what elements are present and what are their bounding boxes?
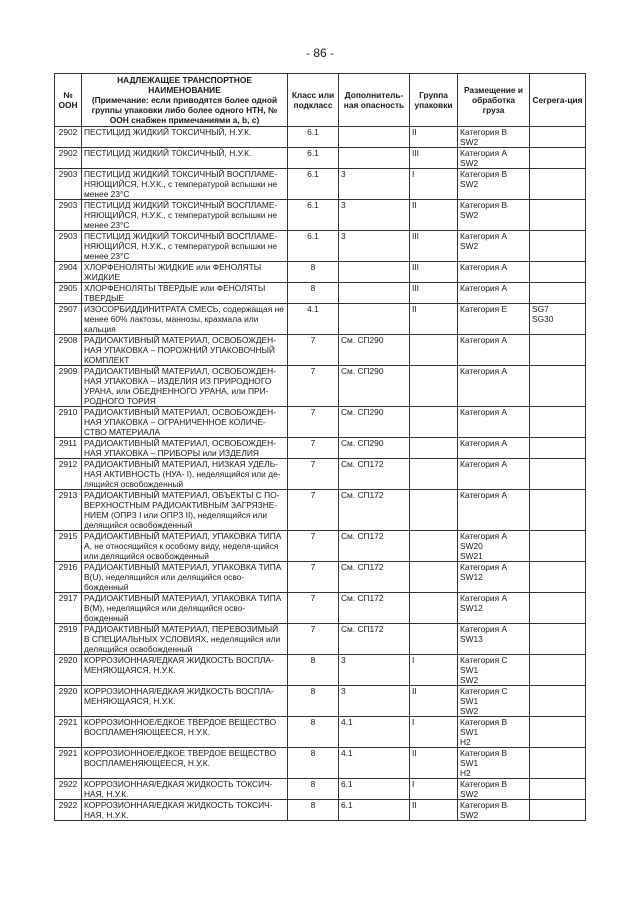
cell-class: 7 <box>288 459 339 490</box>
cell-un-number: 2907 <box>55 304 82 335</box>
cell-stowage: Категория В SW2 <box>458 127 530 148</box>
cell-shipping-name: КОРРОЗИОННАЯ/ЕДКАЯ ЖИДКОСТЬ ТОКСИЧ-НАЯ, Н.У.К. <box>82 779 288 800</box>
cell-subsidiary-risk: См. СП172 <box>339 624 410 655</box>
table-row <box>55 779 586 800</box>
cell-packing-group <box>410 490 458 531</box>
cell-packing-group <box>410 562 458 593</box>
table-row <box>55 717 586 748</box>
cell-un-number: 2903 <box>55 231 82 262</box>
table-header-row <box>55 74 586 127</box>
cell-segregation <box>530 717 586 748</box>
table-row <box>55 686 586 717</box>
cell-un-number: 2919 <box>55 624 82 655</box>
cell-stowage: Категория В SW2 <box>458 800 530 821</box>
cell-un-number: 2910 <box>55 407 82 438</box>
cell-class: 6.1 <box>288 169 339 200</box>
cell-shipping-name: ПЕСТИЦИД ЖИДКИЙ ТОКСИЧНЫЙ ВОСПЛАМЕ-НЯЮЩИЙСЯ, Н.У.К., с температурой вспышки не менее 23°С <box>82 231 288 262</box>
cell-stowage: Категория А <box>458 490 530 531</box>
cell-subsidiary-risk: 3 <box>339 200 410 231</box>
cell-shipping-name: РАДИОАКТИВНЫЙ МАТЕРИАЛ, УПАКОВКА ТИПА А, не относящийся к особому виду, неделя-щийся или делящийся освобожденный <box>82 531 288 562</box>
cell-segregation <box>530 366 586 407</box>
cell-class: 6.1 <box>288 127 339 148</box>
cell-segregation <box>530 531 586 562</box>
table-row <box>55 283 586 304</box>
cell-stowage: Категория С SW1 SW2 <box>458 655 530 686</box>
table-row <box>55 407 586 438</box>
cell-class: 7 <box>288 407 339 438</box>
cell-shipping-name: КОРРОЗИОННОЕ/ЕДКОЕ ТВЕРДОЕ ВЕЩЕСТВО ВОСПЛАМЕНЯЮЩЕЕСЯ, Н.У.К. <box>82 748 288 779</box>
cell-shipping-name: ПЕСТИЦИД ЖИДКИЙ ТОКСИЧНЫЙ, Н.У.К. <box>82 148 288 169</box>
cell-shipping-name: ПЕСТИЦИД ЖИДКИЙ ТОКСИЧНЫЙ ВОСПЛАМЕ-НЯЮЩИЙСЯ, Н.У.К., с температурой вспышки не менее 23°С <box>82 200 288 231</box>
cell-un-number: 2904 <box>55 262 82 283</box>
cell-stowage: Категория А <box>458 283 530 304</box>
cell-segregation <box>530 459 586 490</box>
cell-stowage: Категория А SW12 <box>458 562 530 593</box>
cell-packing-group: II <box>410 800 458 821</box>
cell-un-number: 2908 <box>55 335 82 366</box>
cell-un-number: 2920 <box>55 655 82 686</box>
cell-segregation <box>530 231 586 262</box>
cell-subsidiary-risk: 6.1 <box>339 800 410 821</box>
cell-packing-group <box>410 593 458 624</box>
cell-shipping-name: КОРРОЗИОННАЯ/ЕДКАЯ ЖИДКОСТЬ ВОСПЛА-МЕНЯЮЩАЯСЯ, Н.У.К. <box>82 686 288 717</box>
cell-un-number: 2917 <box>55 593 82 624</box>
cell-segregation <box>530 200 586 231</box>
cell-segregation <box>530 148 586 169</box>
table-row <box>55 490 586 531</box>
cell-subsidiary-risk: См. СП172 <box>339 562 410 593</box>
cell-packing-group: II <box>410 748 458 779</box>
cell-class: 4.1 <box>288 304 339 335</box>
header-segregation: Сегрега-ция <box>530 74 586 127</box>
cell-stowage: Категория А SW2 <box>458 148 530 169</box>
table-row <box>55 200 586 231</box>
table-row <box>55 562 586 593</box>
cell-class: 6.1 <box>288 200 339 231</box>
cell-packing-group <box>410 335 458 366</box>
cell-packing-group <box>410 407 458 438</box>
table-row <box>55 438 586 459</box>
cell-class: 8 <box>288 748 339 779</box>
cell-shipping-name: РАДИОАКТИВНЫЙ МАТЕРИАЛ, ОБЪЕКТЫ С ПО-ВЕРХНОСТНЫМ РАДИОАКТИВНЫМ ЗАГРЯЗНЕ-НИЕМ (ОПРЗ I или ОПРЗ II), неделящийся или делящийся освобожденный <box>82 490 288 531</box>
cell-shipping-name: РАДИОАКТИВНЫЙ МАТЕРИАЛ, ОСВОБОЖДЕН-НАЯ УПАКОВКА – ОГРАНИЧЕННОЕ КОЛИЧЕ-СТВО МАТЕРИАЛА <box>82 407 288 438</box>
cell-subsidiary-risk: См. СП172 <box>339 459 410 490</box>
cell-shipping-name: РАДИОАКТИВНЫЙ МАТЕРИАЛ, НИЗКАЯ УДЕЛЬ-НАЯ АКТИВНОСТЬ (НУА- I), неделящийся или де-лящийся освобожденный <box>82 459 288 490</box>
cell-subsidiary-risk: См. СП172 <box>339 593 410 624</box>
cell-subsidiary-risk <box>339 148 410 169</box>
cell-packing-group: I <box>410 717 458 748</box>
table-row <box>55 366 586 407</box>
cell-stowage: Категория В SW1 H2 <box>458 717 530 748</box>
dangerous-goods-table <box>54 73 586 821</box>
cell-stowage: Категория А SW20 SW21 <box>458 531 530 562</box>
table-row <box>55 231 586 262</box>
table-row <box>55 748 586 779</box>
cell-un-number: 2903 <box>55 200 82 231</box>
cell-stowage: Категория В SW1 H2 <box>458 748 530 779</box>
cell-stowage: Категория А <box>458 459 530 490</box>
cell-packing-group: I <box>410 779 458 800</box>
cell-subsidiary-risk: 6.1 <box>339 779 410 800</box>
cell-subsidiary-risk: 4.1 <box>339 717 410 748</box>
page-number: - 86 - <box>305 46 334 60</box>
cell-subsidiary-risk <box>339 262 410 283</box>
cell-class: 7 <box>288 624 339 655</box>
cell-packing-group <box>410 624 458 655</box>
cell-packing-group <box>410 366 458 407</box>
table-row <box>55 148 586 169</box>
cell-segregation: SG7 SG30 <box>530 304 586 335</box>
cell-segregation <box>530 593 586 624</box>
cell-stowage: Категория А SW13 <box>458 624 530 655</box>
cell-segregation <box>530 438 586 459</box>
cell-stowage: Категория А <box>458 407 530 438</box>
cell-shipping-name: ИЗОСОРБИДДИНИТРАТА СМЕСЬ, содержащая не менее 60% лактозы, маннозы, крахмала или кальция <box>82 304 288 335</box>
cell-class: 7 <box>288 335 339 366</box>
cell-subsidiary-risk: 3 <box>339 655 410 686</box>
cell-un-number: 2909 <box>55 366 82 407</box>
cell-class: 7 <box>288 562 339 593</box>
cell-packing-group: III <box>410 262 458 283</box>
cell-un-number: 2905 <box>55 283 82 304</box>
cell-stowage: Категория А <box>458 438 530 459</box>
cell-stowage: Категория А <box>458 366 530 407</box>
table-row <box>55 304 586 335</box>
cell-shipping-name: ПЕСТИЦИД ЖИДКИЙ ТОКСИЧНЫЙ, Н.У.К. <box>82 127 288 148</box>
cell-subsidiary-risk: См. СП290 <box>339 335 410 366</box>
cell-class: 8 <box>288 655 339 686</box>
cell-stowage: Категория А SW12 <box>458 593 530 624</box>
cell-class: 6.1 <box>288 148 339 169</box>
cell-un-number: 2911 <box>55 438 82 459</box>
cell-un-number: 2921 <box>55 748 82 779</box>
table-row <box>55 593 586 624</box>
table-row <box>55 127 586 148</box>
cell-shipping-name: КОРРОЗИОННОЕ/ЕДКОЕ ТВЕРДОЕ ВЕЩЕСТВО ВОСПЛАМЕНЯЮЩЕЕСЯ, Н.У.К. <box>82 717 288 748</box>
cell-subsidiary-risk: См. СП172 <box>339 490 410 531</box>
cell-packing-group: III <box>410 283 458 304</box>
cell-class: 7 <box>288 593 339 624</box>
table-row <box>55 624 586 655</box>
cell-segregation <box>530 748 586 779</box>
cell-un-number: 2915 <box>55 531 82 562</box>
cell-stowage: Категория В SW2 <box>458 200 530 231</box>
table-row <box>55 655 586 686</box>
header-un-number: № ООН <box>55 74 82 127</box>
cell-subsidiary-risk: 3 <box>339 231 410 262</box>
cell-packing-group: II <box>410 127 458 148</box>
cell-segregation <box>530 779 586 800</box>
cell-un-number: 2903 <box>55 169 82 200</box>
cell-un-number: 2913 <box>55 490 82 531</box>
cell-class: 8 <box>288 800 339 821</box>
cell-class: 8 <box>288 779 339 800</box>
header-packing-group: Группа упаковки <box>410 74 458 127</box>
cell-shipping-name: РАДИОАКТИВНЫЙ МАТЕРИАЛ, ПЕРЕВОЗИМЫЙ В СПЕЦИАЛЬНЫХ УСЛОВИЯХ, неделящийся или делящийся освобожденный <box>82 624 288 655</box>
cell-shipping-name: КОРРОЗИОННАЯ/ЕДКАЯ ЖИДКОСТЬ ТОКСИЧ-НАЯ, Н.У.К. <box>82 800 288 821</box>
cell-un-number: 2922 <box>55 779 82 800</box>
cell-shipping-name: ПЕСТИЦИД ЖИДКИЙ ТОКСИЧНЫЙ ВОСПЛАМЕ-НЯЮЩИЙСЯ, Н.У.К., с температурой вспышки не менее 23°С <box>82 169 288 200</box>
cell-un-number: 2902 <box>55 127 82 148</box>
cell-un-number: 2916 <box>55 562 82 593</box>
cell-class: 7 <box>288 531 339 562</box>
header-subsidiary-risk: Дополнитель-ная опасность <box>339 74 410 127</box>
cell-packing-group: I <box>410 169 458 200</box>
cell-packing-group: II <box>410 686 458 717</box>
cell-stowage: Категория В SW2 <box>458 779 530 800</box>
header-stowage: Размещение и обработка груза <box>458 74 530 127</box>
cell-segregation <box>530 335 586 366</box>
cell-un-number: 2920 <box>55 686 82 717</box>
table-row <box>55 531 586 562</box>
cell-shipping-name: РАДИОАКТИВНЫЙ МАТЕРИАЛ, ОСВОБОЖДЕН-НАЯ УПАКОВКА – ПОРОЖНИЙ УПАКОВОЧНЫЙ КОМПЛЕКТ <box>82 335 288 366</box>
cell-packing-group <box>410 438 458 459</box>
cell-segregation <box>530 407 586 438</box>
cell-subsidiary-risk: См. СП290 <box>339 407 410 438</box>
cell-packing-group: I <box>410 655 458 686</box>
cell-stowage: Категория А SW2 <box>458 231 530 262</box>
cell-subsidiary-risk <box>339 283 410 304</box>
cell-segregation <box>530 262 586 283</box>
cell-stowage: Категория А <box>458 335 530 366</box>
cell-un-number: 2922 <box>55 800 82 821</box>
cell-shipping-name: РАДИОАКТИВНЫЙ МАТЕРИАЛ, УПАКОВКА ТИПА В(М), неделящийся или делящийся осво-божденный <box>82 593 288 624</box>
cell-un-number: 2902 <box>55 148 82 169</box>
cell-stowage: Категория А <box>458 262 530 283</box>
header-shipping-name: НАДЛЕЖАЩЕЕ ТРАНСПОРТНОЕ НАИМЕНОВАНИЕ (Примечание: если приводятся более одной группы упаковки либо более одного НТН, № ООН снабжен примечаниями a, b, c) <box>82 74 288 127</box>
table-row <box>55 800 586 821</box>
cell-shipping-name: РАДИОАКТИВНЫЙ МАТЕРИАЛ, УПАКОВКА ТИПА В(U), неделящийся или делящийся осво-божденный <box>82 562 288 593</box>
cell-class: 8 <box>288 717 339 748</box>
table-row <box>55 262 586 283</box>
cell-subsidiary-risk: 3 <box>339 686 410 717</box>
cell-class: 7 <box>288 438 339 459</box>
cell-packing-group: III <box>410 148 458 169</box>
cell-segregation <box>530 283 586 304</box>
cell-subsidiary-risk: См. СП172 <box>339 531 410 562</box>
table-body <box>55 127 586 821</box>
table-row <box>55 459 586 490</box>
cell-packing-group: III <box>410 231 458 262</box>
cell-class: 6.1 <box>288 231 339 262</box>
cell-segregation <box>530 169 586 200</box>
cell-un-number: 2912 <box>55 459 82 490</box>
cell-shipping-name: ХЛОРФЕНОЛЯТЫ ТВЕРДЫЕ или ФЕНОЛЯТЫ ТВЕРДЫЕ <box>82 283 288 304</box>
header-class: Класс или подкласс <box>288 74 339 127</box>
cell-subsidiary-risk: См. СП290 <box>339 438 410 459</box>
cell-segregation <box>530 127 586 148</box>
cell-subsidiary-risk: 3 <box>339 169 410 200</box>
cell-class: 7 <box>288 366 339 407</box>
cell-shipping-name: ХЛОРФЕНОЛЯТЫ ЖИДКИЕ или ФЕНОЛЯТЫ ЖИДКИЕ <box>82 262 288 283</box>
cell-class: 8 <box>288 283 339 304</box>
cell-stowage: Категория Е <box>458 304 530 335</box>
cell-shipping-name: РАДИОАКТИВНЫЙ МАТЕРИАЛ, ОСВОБОЖДЕН-НАЯ УПАКОВКА – ПРИБОРЫ или ИЗДЕЛИЯ <box>82 438 288 459</box>
cell-class: 8 <box>288 686 339 717</box>
cell-class: 8 <box>288 262 339 283</box>
cell-segregation <box>530 624 586 655</box>
cell-shipping-name: КОРРОЗИОННАЯ/ЕДКАЯ ЖИДКОСТЬ ВОСПЛА-МЕНЯЮЩАЯСЯ, Н.У.К. <box>82 655 288 686</box>
table-row <box>55 335 586 366</box>
cell-segregation <box>530 562 586 593</box>
cell-packing-group: II <box>410 200 458 231</box>
cell-segregation <box>530 800 586 821</box>
cell-stowage: Категория В SW2 <box>458 169 530 200</box>
cell-packing-group <box>410 531 458 562</box>
cell-segregation <box>530 490 586 531</box>
cell-packing-group: II <box>410 304 458 335</box>
cell-segregation <box>530 686 586 717</box>
cell-shipping-name: РАДИОАКТИВНЫЙ МАТЕРИАЛ, ОСВОБОЖДЕН-НАЯ УПАКОВКА – ИЗДЕЛИЯ ИЗ ПРИРОДНОГО УРАНА, или ОБЕДНЕННОГО УРАНА, или ПРИ-РОДНОГО ТОРИЯ <box>82 366 288 407</box>
cell-segregation <box>530 655 586 686</box>
table-row <box>55 169 586 200</box>
cell-subsidiary-risk <box>339 304 410 335</box>
cell-packing-group <box>410 459 458 490</box>
cell-subsidiary-risk <box>339 127 410 148</box>
cell-un-number: 2921 <box>55 717 82 748</box>
cell-class: 7 <box>288 490 339 531</box>
cell-stowage: Категория С SW1 SW2 <box>458 686 530 717</box>
cell-subsidiary-risk: 4.1 <box>339 748 410 779</box>
cell-subsidiary-risk: См. СП290 <box>339 366 410 407</box>
